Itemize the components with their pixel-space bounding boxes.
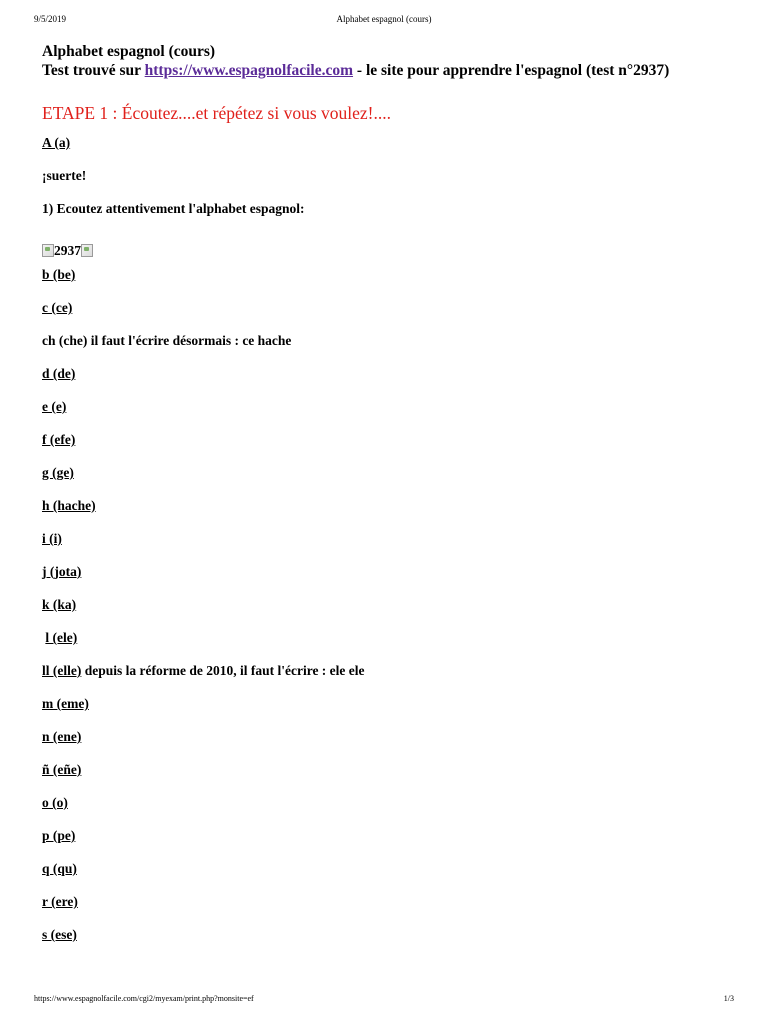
list-item: [42, 663, 742, 696]
letter-a[interactable]: A (a): [42, 135, 71, 150]
broken-image-icon: [42, 244, 54, 257]
list-item: [42, 762, 742, 795]
list-item: [42, 498, 742, 531]
image-alt-text: 2937: [54, 242, 81, 258]
list-item: [42, 630, 742, 663]
list-item: [42, 267, 742, 300]
list-item: [42, 828, 742, 861]
list-item: [42, 861, 742, 894]
letter-enie[interactable]: ñ (eñe): [42, 762, 82, 777]
letter-ch-note: il faut l'écrire désormais : ce hache: [87, 333, 292, 348]
letter-e[interactable]: e (e): [42, 399, 67, 414]
broken-image-icon: [81, 244, 93, 257]
print-footer-url: https://www.espagnolfacile.com/cgi2/myexam/print.php?monsite=ef: [34, 994, 254, 1003]
list-item: [42, 696, 742, 729]
letter-o[interactable]: o (o): [42, 795, 68, 810]
letter-l[interactable]: l (ele): [45, 630, 78, 645]
list-item: [42, 399, 742, 432]
list-item: [42, 894, 742, 927]
list-item: [42, 465, 742, 498]
list-item: [42, 927, 742, 960]
list-item: [42, 135, 742, 168]
letter-h[interactable]: h (hache): [42, 498, 96, 513]
instruction-text: 1) Ecoutez attentivement l'alphabet espagnol:: [42, 201, 305, 216]
print-header-title: Alphabet espagnol (cours): [336, 14, 432, 24]
audio-image-row: [42, 234, 742, 267]
letter-c[interactable]: c (ce): [42, 300, 73, 315]
source-prefix: Test trouvé sur: [42, 62, 145, 79]
step-heading: ETAPE 1 : Écoutez....et répétez si vous voulez!....: [42, 103, 391, 123]
letter-q[interactable]: q (qu): [42, 861, 77, 876]
letter-j[interactable]: j (jota): [42, 564, 82, 579]
letter-ll[interactable]: ll (elle): [42, 663, 82, 678]
alphabet-list: [42, 135, 742, 960]
letter-b[interactable]: b (be): [42, 267, 76, 282]
site-link[interactable]: https://www.espagnolfacile.com: [144, 62, 354, 79]
luck-text: ¡suerte!: [42, 168, 87, 183]
page-number: 1/3: [723, 994, 734, 1003]
letter-m[interactable]: m (eme): [42, 696, 89, 711]
list-item: [42, 597, 742, 630]
document-title: Alphabet espagnol (cours): [42, 43, 216, 60]
list-item: [42, 366, 742, 399]
letter-ch: ch (che): [42, 333, 88, 348]
source-suffix: - le site pour apprendre l'espagnol (test n°2937): [353, 62, 670, 79]
letter-g[interactable]: g (ge): [42, 465, 74, 480]
list-item: [42, 432, 742, 465]
letter-n[interactable]: n (ene): [42, 729, 82, 744]
source-line: [42, 61, 742, 80]
letter-d[interactable]: d (de): [42, 366, 76, 381]
list-item: [42, 333, 742, 366]
list-item: [42, 795, 742, 828]
letter-p[interactable]: p (pe): [42, 828, 76, 843]
document-body: [42, 42, 742, 960]
list-item: [42, 531, 742, 564]
letter-s[interactable]: s (ese): [42, 927, 77, 942]
list-item: [42, 564, 742, 597]
list-item: [42, 729, 742, 762]
letter-r[interactable]: r (ere): [42, 894, 78, 909]
print-date: 9/5/2019: [34, 14, 67, 24]
letter-f[interactable]: f (efe): [42, 432, 76, 447]
letter-k[interactable]: k (ka): [42, 597, 77, 612]
list-item: [42, 300, 742, 333]
letter-i[interactable]: i (i): [42, 531, 62, 546]
document-title-block: [42, 42, 742, 80]
letter-ll-note: depuis la réforme de 2010, il faut l'écrire : ele ele: [81, 663, 365, 678]
